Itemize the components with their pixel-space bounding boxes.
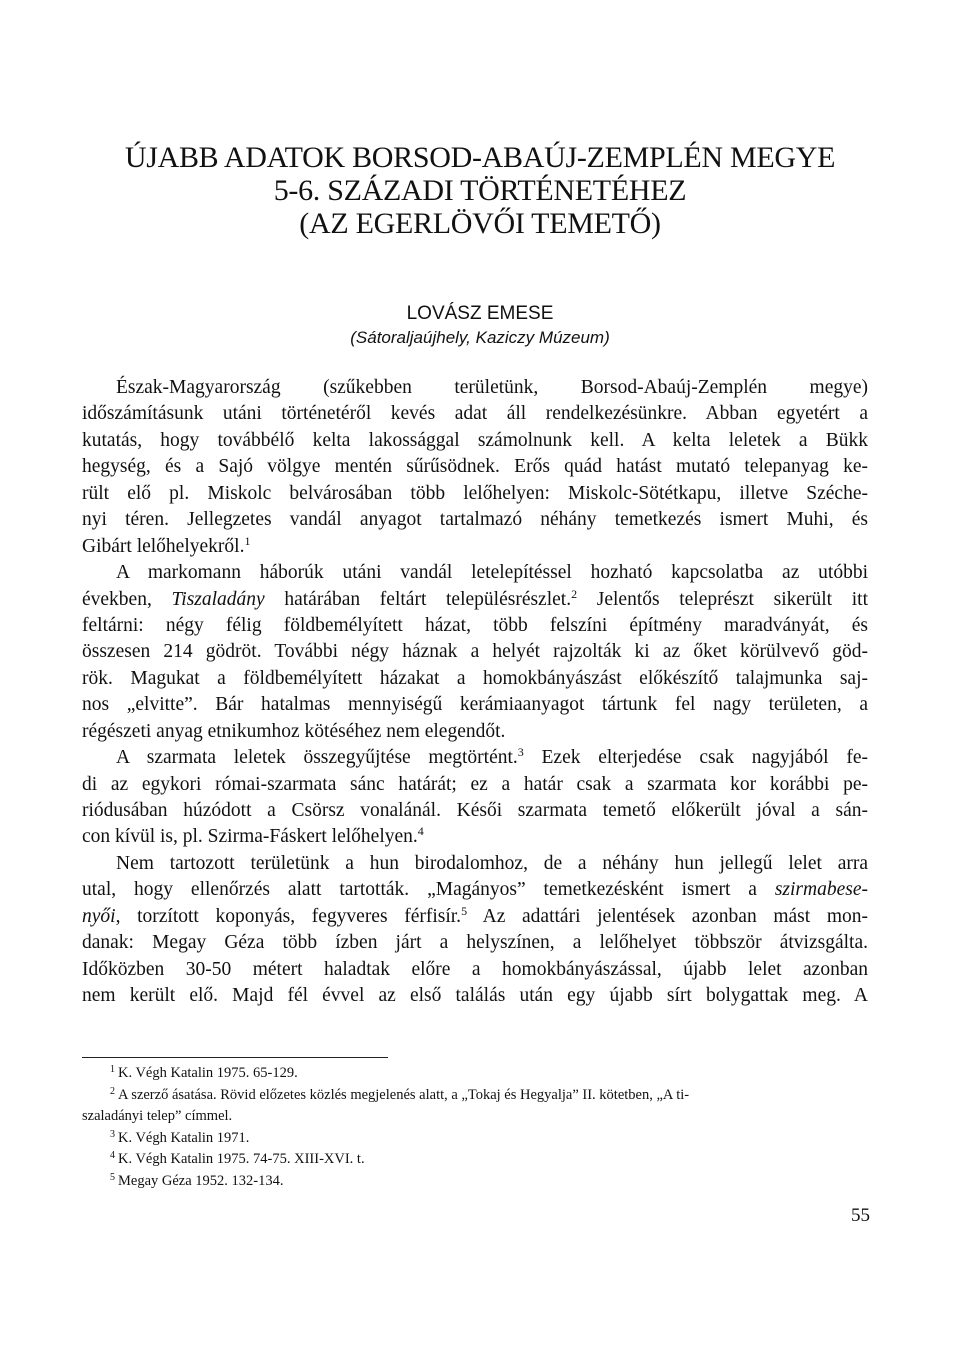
- footnote-ref: 4: [417, 824, 424, 839]
- footnote-ref: 5: [461, 903, 468, 918]
- footnote-text: K. Végh Katalin 1971.: [118, 1129, 250, 1146]
- body-line: danak: Megay Géza több ízben járt a helyszínen, a lelőhelyet többször átvizsgálta.: [82, 932, 868, 954]
- footnote-number: 3: [110, 1128, 115, 1140]
- body-line: nem került elő. Majd fél évvel az első találás után egy újabb sírt bolygattak meg. A: [82, 985, 868, 1007]
- body-line: feltárni: négy félig földbemélyített házat, több felszíni építmény maradványát, és: [82, 614, 868, 636]
- body-line: rök. Magukat a földbemélyített házakat a homokbányászást előkészítő talajmunka saj-: [82, 667, 868, 689]
- body-line: [82, 877, 868, 903]
- footnote-text: Megay Géza 1952. 132-134.: [118, 1172, 284, 1189]
- place-name-italic: Tiszaladány: [171, 588, 265, 610]
- body-text-span: határában feltárt településrészlet.: [264, 588, 572, 610]
- body-text-span: con kívül is, pl. Szirma-Fáskert lelőhelyen.: [82, 826, 418, 848]
- body-line: régészeti anyag etnikumhoz kötéséhez nem elegendőt.: [82, 720, 506, 742]
- body-line: kutatás, hogy továbbélő kelta lakossággal számolnunk kell. A kelta leletek a Bükk: [82, 429, 868, 451]
- author-name: LOVÁSZ EMESE: [406, 303, 554, 324]
- footnote-number: 2: [110, 1085, 115, 1097]
- body-text-span: Az adattári jelentések azonban mást mon-: [467, 905, 869, 927]
- body-text-span: években,: [82, 588, 172, 610]
- footnote-ref: 1: [244, 533, 251, 548]
- footnote-number: 4: [110, 1150, 115, 1162]
- footnotes: [82, 1063, 868, 1193]
- body-line: riódusában húzódott a Csörsz vonalánál. Késői szarmata temető előkerült jóval a sán-: [82, 800, 868, 821]
- body-line: [82, 904, 868, 930]
- body-line: hegység, és a Sajó völgye mentén sűrűsödnek. Erős quád hatást mutató telepanyag ke-: [82, 456, 868, 478]
- body-line: nos „elvitte”. Bár hatalmas mennyiségű kerámiaanyagot tártunk fel nagy területen, a: [82, 694, 868, 716]
- body-line: rült elő pl. Miskolc belvárosában több lelőhelyen: Miskolc-Sötétkapu, illetve Széche-: [82, 482, 868, 504]
- body-line: Időközben 30-50 métert haladtak előre a homokbányászással, újabb lelet azonban: [82, 958, 868, 980]
- body-line: di az egykori római-szarmata sánc határát; ez a határ csak a szarmata kor korábbi pe-: [82, 773, 868, 795]
- author-affiliation: (Sátoraljaújhely, Kaziczy Múzeum): [350, 328, 610, 347]
- page-number: 55: [851, 1205, 870, 1226]
- body-line: nyi téren. Jellegzetes vandál anyagot tartalmazó néhány temetkezés ismert Muhi, és: [82, 509, 868, 531]
- article-title: [80, 141, 880, 240]
- body-text-span: Gibárt lelőhelyekről.: [82, 535, 245, 557]
- footnote: [82, 1085, 868, 1107]
- body-text-span: , torzított koponyás, fegyveres férfisír.: [115, 905, 462, 927]
- body-line: [82, 587, 868, 613]
- body-line: [82, 534, 868, 560]
- body-line: A markomann háborúk utáni vandál letelepítéssel hozható kapcsolatba az utóbbi: [116, 562, 868, 584]
- body-line: Nem tartozott területünk a hun birodalomhoz, de a néhány hun jellegű lelet arra: [116, 852, 868, 874]
- place-name-italic: nyői: [82, 905, 116, 927]
- body-text-span: utal, hogy ellenőrzés alatt tartották. „Magányos” temetkezésként ismert a: [82, 879, 775, 901]
- footnote: [82, 1149, 868, 1171]
- title-line-3: (AZ EGERLÖVŐI TEMETŐ): [299, 207, 661, 240]
- title-line-2: 5-6. SZÁZADI TÖRTÉNETÉHEZ: [273, 174, 687, 207]
- footnote-text: K. Végh Katalin 1975. 74-75. XIII-XVI. t.: [118, 1151, 365, 1168]
- footnote-number: 5: [110, 1171, 115, 1183]
- footnote-ref: 2: [571, 586, 578, 601]
- footnote: [82, 1171, 868, 1193]
- footnote-ref: 3: [517, 745, 524, 760]
- body-line: időszámításunk utáni történetéről kevés adat áll rendelkezésünkre. Abban egyetért a: [82, 403, 868, 425]
- body-line: Észak-Magyarország (szűkebben területünk, Borsod-Abaúj-Zemplén megye): [116, 377, 868, 398]
- footnote-continuation: szaladányi telep” címmel.: [82, 1108, 233, 1125]
- body-text-span: Ezek elterjedése csak nagyjából fe-: [523, 747, 868, 769]
- body-line: [82, 824, 868, 850]
- footnote-number: 1: [110, 1064, 115, 1075]
- place-name-italic: szirmabese-: [774, 879, 868, 901]
- body-text: [82, 375, 868, 1010]
- footnote: [82, 1128, 868, 1150]
- body-text-span: Jelentős teleprészt sikerült itt: [577, 588, 869, 610]
- footnote-text: A szerző ásatása. Rövid előzetes közlés megjelenés alatt, a „Tokaj és Hegyalja” II. kötetben, „A ti-: [118, 1086, 690, 1103]
- footnote-divider: [82, 1057, 388, 1058]
- body-line: [82, 745, 868, 771]
- title-line-1: ÚJABB ADATOK BORSOD-ABAÚJ-ZEMPLÉN MEGYE: [124, 141, 836, 174]
- footnote-text: K. Végh Katalin 1975. 65-129.: [118, 1065, 298, 1081]
- body-text-span: A szarmata leletek összegyűjtése megtörtént.: [116, 747, 518, 769]
- body-line: összesen 214 gödröt. További négy háznak a helyét rajzolták ki az őket körülvevő göd-: [82, 641, 868, 663]
- footnote: [82, 1063, 868, 1085]
